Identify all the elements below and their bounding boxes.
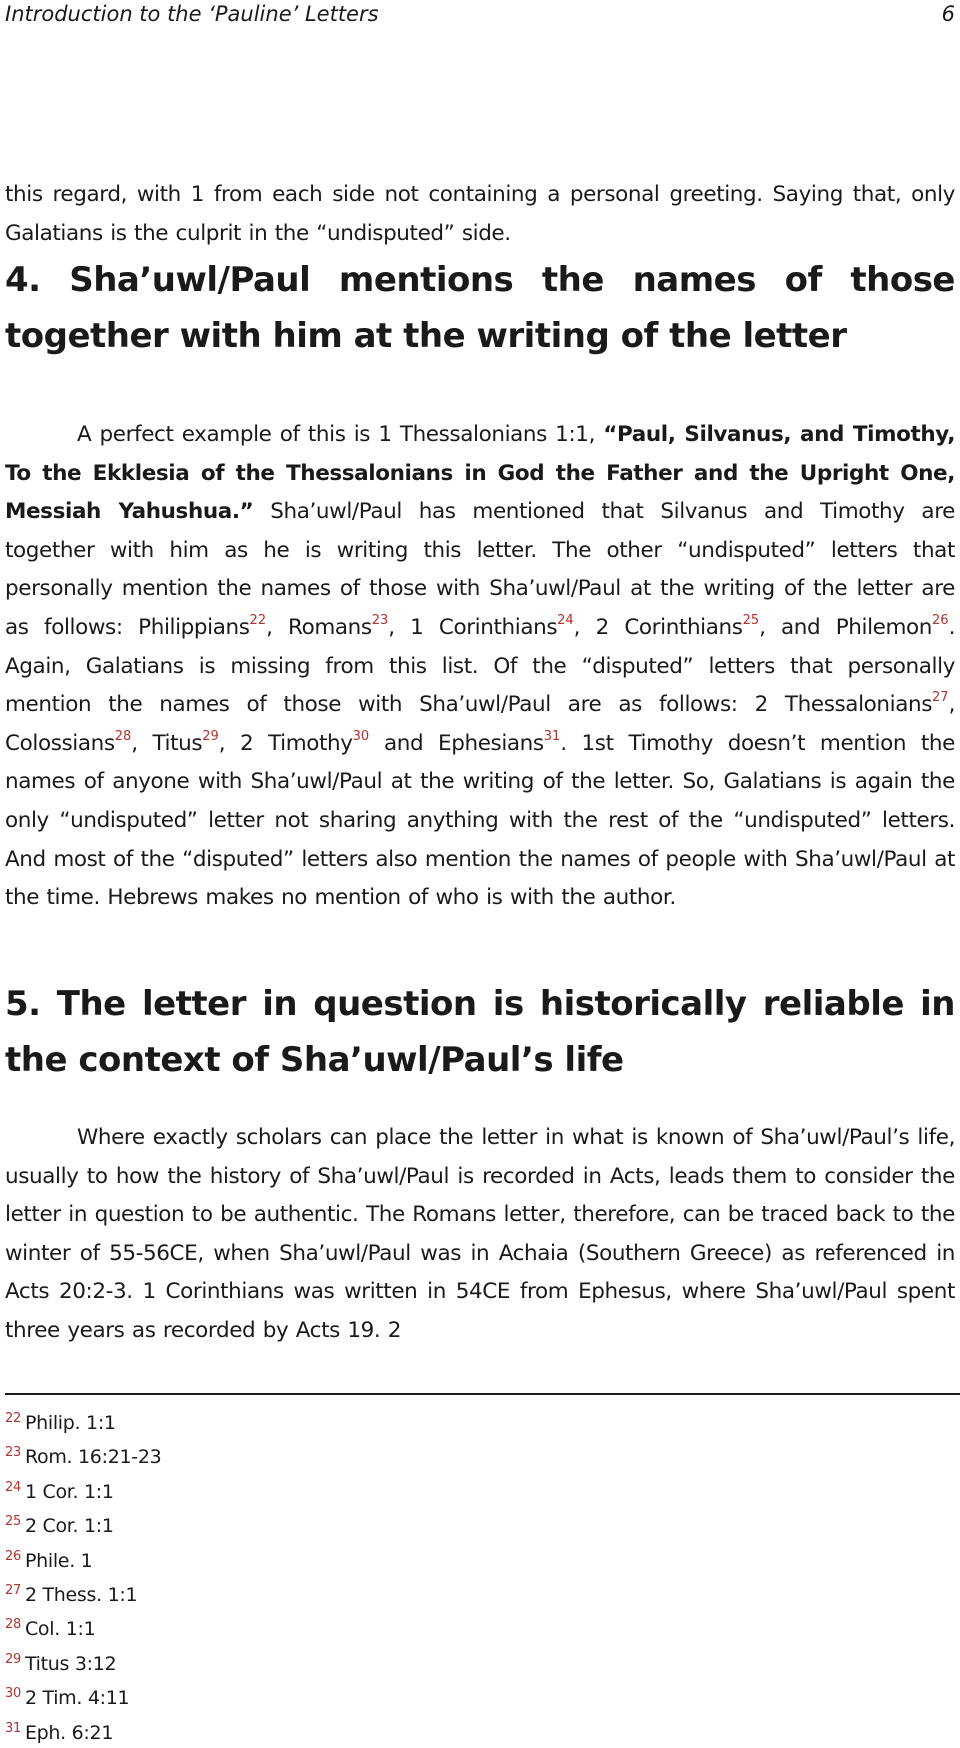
footnote-item: $^{23}$ Rom. 16:21-23 <box>5 1445 162 1469</box>
section-heading-5: 5. The letter in question is historically reliable in the context of Sha’uwl/Paul’s life <box>5 984 955 1080</box>
footnote-ref[interactable]: 26 <box>932 612 949 628</box>
paragraph-intro: this regard, with 1 from each side not containing a personal greeting. Saying that, only Galatians is the culprit in the “undisputed” side. <box>5 182 955 246</box>
running-header <box>5 0 955 30</box>
page-number: 6 <box>941 2 955 26</box>
scripture-quote: “Paul, Silvanus, and Timothy, To the Ekklesia of the Thessalonians in God the Father and the Upright One, Messiah Yahushua.” <box>5 422 955 525</box>
footnote-item: $^{25}$ 2 Cor. 1:1 <box>5 1514 114 1538</box>
footnote-item: $^{28}$ Col. 1:1 <box>5 1617 96 1641</box>
footnote-ref[interactable]: 30 <box>352 728 370 744</box>
footnote-item: $^{22}$ Philip. 1:1 <box>5 1411 116 1434</box>
header-title: Introduction to the ‘Pauline’ Letters <box>5 2 379 26</box>
section-heading-4: 4. Sha’uwl/Paul mentions the names of those together with him at the writing of the letter <box>5 260 955 356</box>
footnote-ref[interactable]: 24 <box>557 612 574 628</box>
paragraph-section-5: Where exactly scholars can place the letter in what is known of Sha’uwl/Paul’s life, usually to how the history of Sha’uwl/Paul is recorded in Acts, leads them to consider the letter in question to be authentic. The Romans letter, therefore, can be traced back to the winter of 55-56CE, when Sha’uwl/Paul was in Achaia (Southern Greece) as referenced in Acts 20:2-3. 1 Corinthians was written in 54CE from Ephesus, where Sha’uwl/Paul spent three years as recorded by Acts 19. 2 <box>5 1125 955 1343</box>
footnote-ref[interactable]: 23 <box>371 612 389 628</box>
paragraph-section-4: A perfect example of this is 1 Thessalonians 1:1, “Paul, Silvanus, and Timothy, To the Ekklesia of the Thessalonians in God the Father and the Upright One, Messiah Yahushua.” Sha’uwl/Paul has mentioned that Silvanus and Timothy are together with him as he is writing this letter. The other “undisputed” letters that personally mention the names of those with Sha’uwl/Paul at the writing of the letter are as follows: Philippians$^{22}$, Romans$^{23}$, 1 Corinthians$^{24}$, 2 Corinthians$^{25}$, and Philemon$^{26}$. Again, Galatians is missing from this list. Of the “disputed” letters that personally mention the names of those with Sha’uwl/Paul are as follows: 2 Thessalonians$^{27}$, Colossians$^{28}$, Titus$^{29}$, 2 Timothy$^{30}$ and Ephesians$^{31}$. 1st Timothy doesn’t mention the names of anyone with Sha’uwl/Paul at the writing of the letter. So, Galatians is again the only “undisputed” letter not sharing anything with the rest of the “undisputed” letters. And most of the “disputed” letters also mention the names of people with Sha’uwl/Paul at the time. Hebrews makes no mention of who is with the author. <box>5 422 955 911</box>
footnote-ref[interactable]: 28 <box>114 728 132 744</box>
footnote-item: $^{24}$ 1 Cor. 1:1 <box>5 1479 114 1503</box>
footnote-ref[interactable]: 31 <box>543 728 561 744</box>
footnote-item: $^{31}$ Eph. 6:21 <box>5 1720 114 1744</box>
footnote-item: $^{26}$ Phile. 1 <box>5 1548 93 1572</box>
footnote-ref[interactable]: 25 <box>742 612 760 628</box>
footnote-item: $^{29}$ Titus 3:12 <box>5 1651 117 1675</box>
footnote-ref[interactable]: 29 <box>202 728 219 744</box>
footnotes-list <box>5 1404 161 1748</box>
footnote-item: $^{27}$ 2 Thess. 1:1 <box>5 1583 138 1607</box>
footnote-item: $^{30}$ 2 Tim. 4:11 <box>5 1686 130 1710</box>
footnote-ref[interactable]: 22 <box>249 612 267 628</box>
footnote-ref[interactable]: 27 <box>932 690 949 706</box>
footnote-divider <box>5 1393 960 1395</box>
